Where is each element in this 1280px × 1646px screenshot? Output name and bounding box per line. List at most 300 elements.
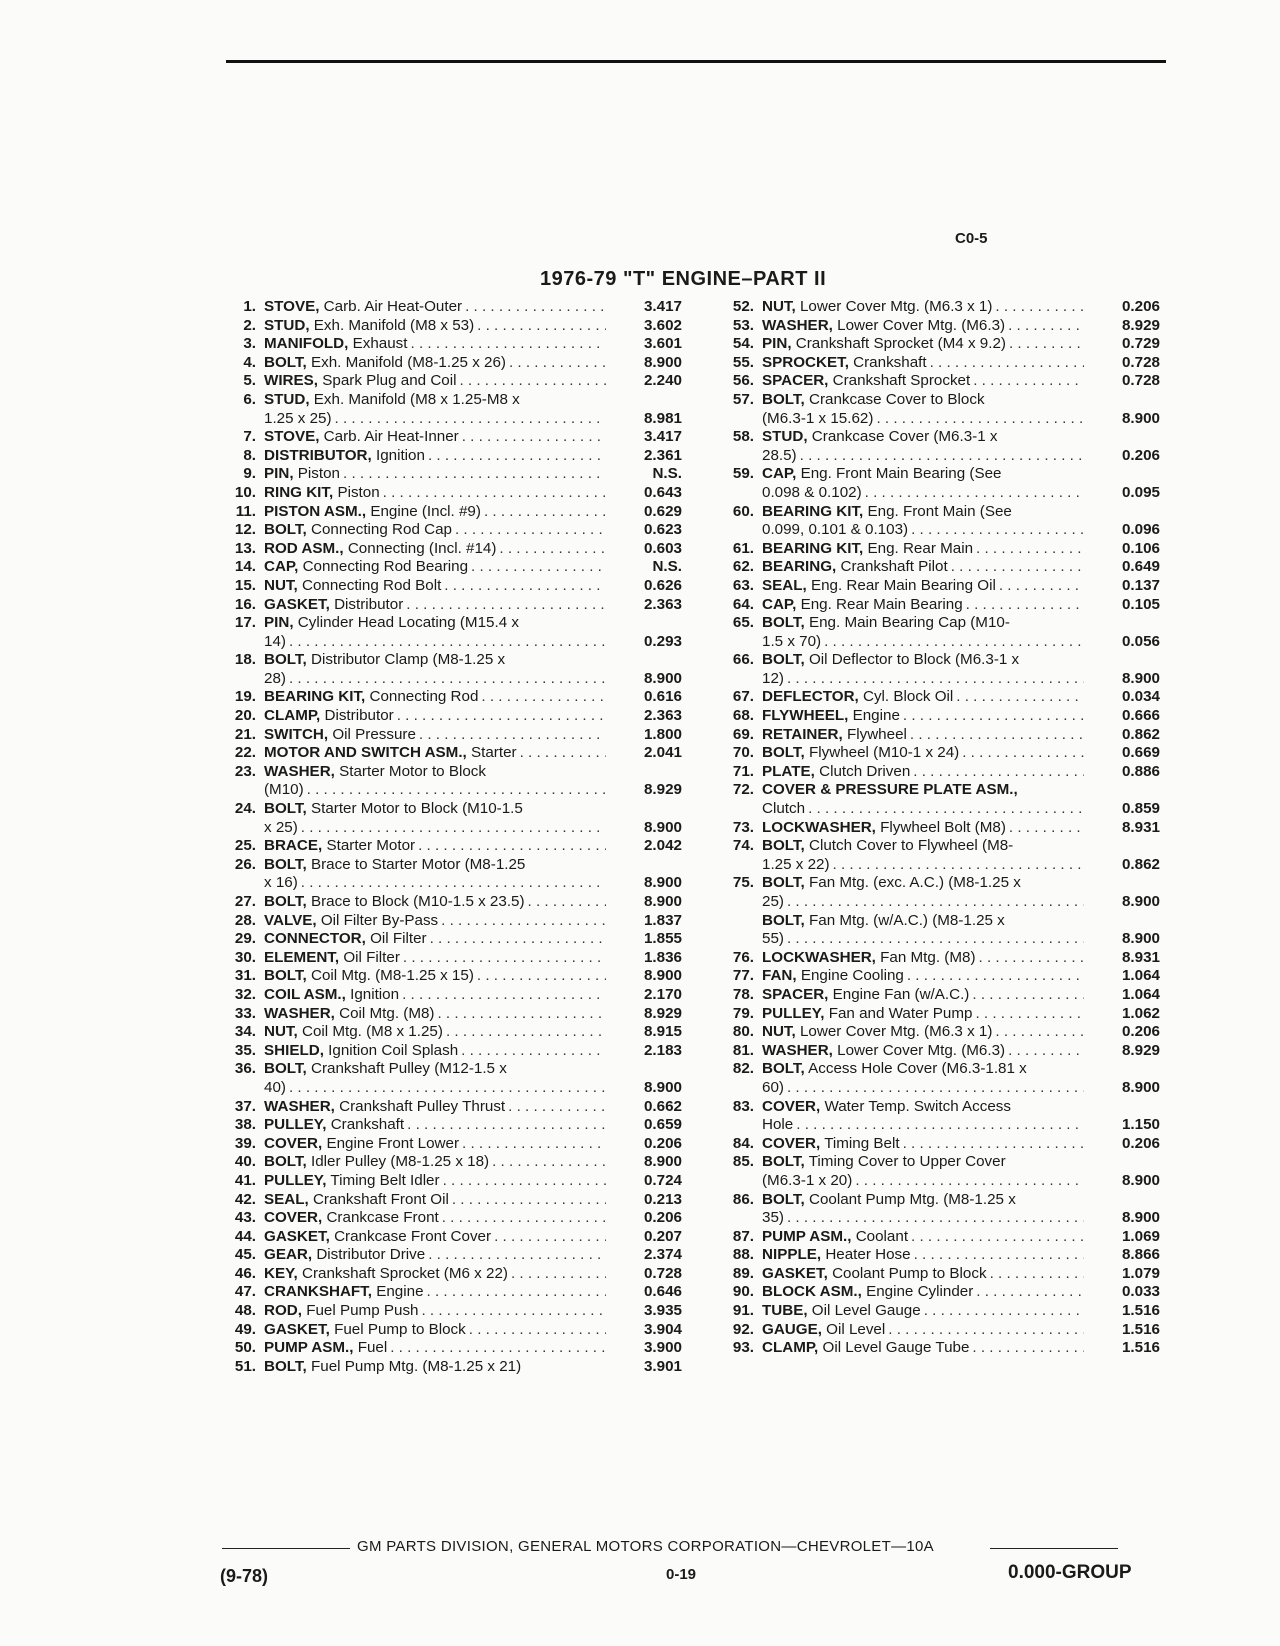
dot-leader [508, 1265, 606, 1284]
part-entry [720, 986, 1160, 1005]
part-description [264, 484, 606, 503]
part-description [762, 1191, 1084, 1228]
group-number: 8.900 [1121, 930, 1160, 948]
group-number: 8.900 [1121, 669, 1160, 687]
part-entry [720, 428, 1160, 465]
part-entry [222, 651, 682, 688]
part-detail: Crankshaft [853, 353, 927, 371]
part-description [762, 317, 1084, 336]
part-name: BOLT, [762, 614, 805, 632]
part-name: COVER & PRESSURE PLATE ASM., [762, 781, 1018, 799]
part-detail: Starter Motor [326, 837, 416, 855]
part-detail: Distributor [334, 595, 404, 613]
group-number: 0.666 [1121, 707, 1160, 725]
part-detail: Timing Belt [824, 1134, 900, 1152]
part-description [264, 800, 606, 837]
dot-leader [910, 763, 1084, 782]
part-number: 67. [732, 688, 754, 706]
dot-leader [784, 930, 1084, 949]
part-description [264, 1209, 606, 1228]
dot-leader [404, 1116, 606, 1135]
part-detail: Crankshaft Pilot [840, 558, 948, 576]
part-name: DISTRIBUTOR, [264, 446, 372, 464]
part-detail: 1.25 x 22) [762, 855, 830, 873]
footer-rule-left [222, 1548, 350, 1549]
part-name: BOLT, [264, 651, 307, 669]
part-number: 54. [732, 335, 754, 353]
part-detail: Eng. Rear Main [867, 539, 974, 557]
part-description [762, 874, 1084, 911]
part-number: 5. [243, 372, 256, 390]
part-description [264, 837, 606, 856]
part-detail: Crankcase Cover to Block [808, 390, 985, 408]
part-name: CAP, [264, 558, 299, 576]
group-number: 0.659 [643, 1116, 682, 1134]
part-description [762, 1042, 1084, 1061]
part-name: BOLT, [264, 800, 307, 818]
part-number: 83. [732, 1097, 754, 1115]
page-title: 1976-79 "T" ENGINE–PART II [540, 268, 827, 290]
dot-leader [1005, 912, 1084, 931]
part-name: BOLT, [762, 390, 805, 408]
part-description [264, 1116, 606, 1135]
part-detail: Clutch Driven [819, 762, 911, 780]
part-detail: 0.099, 0.101 & 0.103) [762, 521, 909, 539]
part-entry [720, 391, 1160, 428]
part-entry [222, 744, 682, 763]
group-number: 0.206 [1121, 298, 1160, 315]
part-entry [720, 1246, 1160, 1265]
part-name: FLYWHEEL, [762, 707, 849, 725]
part-number: 6. [243, 390, 256, 408]
part-entry [720, 707, 1160, 726]
part-number: 69. [732, 725, 754, 743]
part-detail: Crankshaft Sprocket (M4 x 9.2) [795, 335, 1006, 353]
dot-leader [784, 1209, 1084, 1228]
part-number: 44. [234, 1227, 256, 1245]
part-number: 47. [234, 1283, 256, 1301]
part-name: NUT, [264, 1023, 298, 1041]
part-description [762, 651, 1084, 688]
dot-leader [403, 596, 606, 615]
group-number: 0.626 [643, 576, 682, 594]
part-entry [222, 372, 682, 391]
footer-rule-right [990, 1548, 1118, 1549]
part-number: 18. [234, 651, 256, 669]
part-entry [720, 298, 1160, 317]
part-name: BOLT, [264, 521, 307, 539]
dot-leader [900, 1135, 1084, 1154]
part-number: 53. [732, 316, 754, 334]
dot-leader [441, 577, 606, 596]
part-description [264, 726, 606, 745]
part-name: SPACER, [762, 372, 829, 390]
dot-leader [519, 614, 606, 633]
dot-leader [969, 1339, 1084, 1358]
part-name: ROD, [264, 1302, 302, 1320]
part-description [762, 614, 1084, 651]
part-description [264, 447, 606, 466]
part-detail: Eng. Rear Main Bearing [800, 595, 963, 613]
part-description [264, 614, 606, 651]
part-detail: Starter Motor to Block [339, 762, 486, 780]
part-entry [720, 1321, 1160, 1340]
part-number: 30. [234, 948, 256, 966]
part-detail: Crankcase Front Cover [334, 1227, 492, 1245]
part-description [762, 763, 1084, 782]
part-number: 72. [732, 781, 754, 799]
part-name: CLAMP, [762, 1339, 819, 1357]
part-name: PULLEY, [264, 1171, 327, 1189]
part-description [264, 1135, 606, 1154]
part-detail: Exh. Manifold (M8 x 1.25-M8 x [313, 390, 520, 408]
part-name: CAP, [762, 595, 797, 613]
part-detail: Connecting (Incl. #14) [347, 539, 497, 557]
part-description [264, 298, 606, 317]
part-number: 25. [234, 837, 256, 855]
dot-leader [852, 1172, 1084, 1191]
part-entry [720, 837, 1160, 874]
part-detail: Oil Pressure [332, 725, 416, 743]
part-number: 79. [732, 1004, 754, 1022]
part-description [762, 1302, 1084, 1321]
group-number: 1.855 [643, 930, 682, 948]
part-number: 15. [234, 576, 256, 594]
part-name: CONNECTOR, [264, 930, 366, 948]
group-number: 0.105 [1121, 595, 1160, 613]
dot-leader [904, 967, 1084, 986]
group-number: 8.929 [1121, 1041, 1160, 1059]
part-number: 24. [234, 800, 256, 818]
dot-leader [1006, 335, 1084, 354]
group-number: 0.616 [643, 688, 682, 706]
part-entry [222, 763, 682, 800]
part-description [264, 1283, 606, 1302]
dot-leader [298, 874, 606, 893]
part-name: NUT, [762, 298, 796, 315]
group-number: 0.096 [1121, 521, 1160, 539]
part-entry [222, 354, 682, 373]
part-description [264, 1191, 606, 1210]
dot-leader [425, 447, 606, 466]
dot-leader [948, 558, 1084, 577]
part-number: 45. [234, 1246, 256, 1264]
part-number: 13. [234, 539, 256, 557]
group-number: 2.183 [643, 1041, 682, 1059]
group-number: 8.900 [643, 353, 682, 371]
part-detail: Clutch Cover to Flywheel (M8- [808, 837, 1014, 855]
part-name: DEFLECTOR, [762, 688, 859, 706]
part-name: STOVE, [264, 298, 320, 315]
group-number: 3.904 [643, 1320, 682, 1338]
dot-leader [439, 1209, 606, 1228]
part-detail: 28) [264, 669, 286, 687]
group-number: 8.900 [1121, 1078, 1160, 1096]
part-detail: Access Hole Cover (M6.3-1.81 x [808, 1060, 1027, 1078]
part-detail: Piston [297, 465, 340, 483]
group-number: 2.240 [643, 372, 682, 390]
dot-leader [1010, 614, 1084, 633]
part-description [762, 1228, 1084, 1247]
part-name: WASHER, [264, 1097, 335, 1115]
part-number: 29. [234, 930, 256, 948]
part-description [264, 577, 606, 596]
part-number: 19. [234, 688, 256, 706]
part-name: WASHER, [762, 1041, 833, 1059]
part-entry [720, 558, 1160, 577]
part-number: 92. [732, 1320, 754, 1338]
part-name: GAUGE, [762, 1320, 822, 1338]
group-number: 8.929 [643, 781, 682, 799]
group-number: 1.516 [1121, 1339, 1160, 1357]
part-detail: Oil Level [826, 1320, 886, 1338]
part-number: 55. [732, 353, 754, 371]
dot-leader [911, 1246, 1084, 1265]
part-number: 12. [234, 521, 256, 539]
part-name: BEARING, [762, 558, 837, 576]
group-number: N.S. [652, 465, 682, 483]
part-detail: Distributor Drive [316, 1246, 426, 1264]
part-description [264, 503, 606, 522]
part-description [264, 1265, 606, 1284]
part-detail: Connecting Rod Bolt [301, 576, 442, 594]
part-description [264, 465, 606, 484]
part-description [264, 1153, 606, 1172]
part-name: BEARING KIT, [762, 539, 864, 557]
part-detail: Oil Deflector to Block (M6.3-1 x [808, 651, 1020, 669]
group-number: 2.042 [643, 837, 682, 855]
part-description [762, 726, 1084, 745]
part-detail: Carb. Air Heat-Outer [323, 298, 463, 315]
group-number: 3.417 [643, 298, 682, 315]
part-description [762, 428, 1084, 465]
group-number: 0.137 [1121, 576, 1160, 594]
group-number: 8.900 [1121, 893, 1160, 910]
part-description [264, 949, 606, 968]
dot-leader [394, 707, 606, 726]
dot-leader [908, 521, 1084, 540]
part-detail: Piston [337, 483, 380, 501]
part-name: LOCKWASHER, [762, 948, 876, 966]
part-number: 93. [732, 1339, 754, 1357]
part-number: 58. [732, 428, 754, 446]
part-entry [720, 1005, 1160, 1024]
part-detail: Engine Front Lower [326, 1134, 460, 1152]
group-number: 3.935 [643, 1302, 682, 1320]
part-detail: Crankshaft Sprocket (M6 x 22) [302, 1264, 508, 1282]
part-number: 65. [732, 614, 754, 632]
part-entry [720, 372, 1160, 391]
part-description [762, 1005, 1084, 1024]
part-description [264, 1042, 606, 1061]
dot-leader [1005, 1042, 1084, 1061]
part-name: NIPPLE, [762, 1246, 822, 1264]
part-number: 51. [234, 1357, 256, 1375]
part-detail: Distributor [324, 707, 394, 725]
dot-leader [907, 726, 1084, 745]
dot-leader [525, 856, 606, 875]
part-entry [222, 298, 682, 317]
part-number: 22. [234, 744, 256, 762]
part-name: BOLT, [762, 744, 805, 762]
group-number: 8.900 [643, 1153, 682, 1171]
part-entry [720, 651, 1160, 688]
dot-leader [452, 521, 606, 540]
part-description [762, 558, 1084, 577]
part-entry [720, 912, 1160, 949]
part-entry [222, 707, 682, 726]
part-entry [720, 763, 1160, 782]
dot-leader [784, 893, 1084, 912]
dot-leader [997, 428, 1084, 447]
part-entry [720, 596, 1160, 615]
dot-leader [873, 410, 1084, 429]
part-description [762, 1135, 1084, 1154]
group-number: 1.069 [1121, 1227, 1160, 1245]
part-number: 77. [732, 967, 754, 985]
part-number: 1. [243, 298, 256, 315]
part-description [762, 596, 1084, 615]
part-detail: Engine Fan (w/A.C.) [832, 985, 970, 1003]
part-detail: Coolant Pump to Block [832, 1264, 987, 1282]
part-entry [720, 317, 1160, 336]
part-detail: Coil Mtg. (M8-1.25 x 15) [310, 967, 474, 985]
part-description [264, 354, 606, 373]
group-number: 0.729 [1121, 335, 1160, 353]
part-description [264, 1060, 606, 1097]
part-name: BOLT, [264, 1060, 307, 1078]
part-entry [720, 874, 1160, 911]
part-name: BOLT, [264, 967, 307, 985]
part-name: BRACE, [264, 837, 323, 855]
part-number: 28. [234, 911, 256, 929]
part-detail: x 25) [264, 818, 298, 836]
part-number: 62. [732, 558, 754, 576]
part-detail: Brace to Block (M10-1.5 x 23.5) [310, 893, 525, 910]
dot-leader [340, 465, 606, 484]
part-detail: Eng. Front Main (See [867, 502, 1012, 520]
part-detail: Eng. Main Bearing Cap (M10- [808, 614, 1010, 632]
part-number: 60. [732, 502, 754, 520]
part-entry [222, 614, 682, 651]
part-number: 31. [234, 967, 256, 985]
part-entry [222, 1209, 682, 1228]
group-number: 0.206 [643, 1209, 682, 1227]
part-detail: Engine Cooling [800, 967, 904, 985]
part-number: 9. [243, 465, 256, 483]
part-number: 87. [732, 1227, 754, 1245]
group-number: 0.649 [1121, 558, 1160, 576]
part-name: STUD, [762, 428, 808, 446]
part-detail: Fuel Pump Push [306, 1302, 419, 1320]
part-detail: Coil Mtg. (M8 x 1.25) [301, 1023, 443, 1041]
part-detail: Timing Belt Idler [330, 1171, 440, 1189]
part-description [762, 577, 1084, 596]
part-detail: (M10) [264, 781, 304, 799]
group-number: 0.623 [643, 521, 682, 539]
part-number: 7. [243, 428, 256, 446]
part-description [762, 1265, 1084, 1284]
part-detail: Exhaust [352, 335, 408, 353]
part-number: 73. [732, 818, 754, 836]
part-entry [720, 688, 1160, 707]
dot-leader [927, 354, 1084, 373]
parts-list-right [720, 298, 1160, 1358]
group-number: 0.629 [643, 502, 682, 520]
part-description [264, 1358, 606, 1377]
part-name: TUBE, [762, 1302, 808, 1320]
part-description [762, 465, 1084, 502]
part-number: 80. [732, 1023, 754, 1041]
part-number: 17. [234, 614, 256, 632]
part-number: 82. [732, 1060, 754, 1078]
part-name: NUT, [264, 576, 298, 594]
part-entry [222, 688, 682, 707]
group-number: 0.728 [1121, 372, 1160, 390]
group-number: 8.929 [643, 1004, 682, 1022]
part-description [264, 540, 606, 559]
group-number: 1.079 [1121, 1264, 1160, 1282]
dot-leader [491, 1228, 606, 1247]
dot-leader [969, 986, 1084, 1005]
part-description [762, 688, 1084, 707]
dot-leader [438, 912, 606, 931]
part-name: BOLT, [762, 1190, 805, 1208]
part-number: 39. [234, 1134, 256, 1152]
part-detail: Coolant Pump Mtg. (M8-1.25 x [808, 1190, 1016, 1208]
part-name: LOCKWASHER, [762, 818, 876, 836]
part-entry [720, 1060, 1160, 1097]
part-entry [222, 540, 682, 559]
dot-leader [976, 949, 1084, 968]
part-detail: x 16) [264, 874, 298, 892]
part-description [264, 688, 606, 707]
part-entry [720, 465, 1160, 502]
part-number: 66. [732, 651, 754, 669]
part-entry [222, 391, 682, 428]
part-detail: Engine (Incl. #9) [370, 502, 481, 520]
part-name: BOLT, [264, 893, 307, 910]
group-number: 0.669 [1121, 744, 1160, 762]
group-number: 2.363 [643, 707, 682, 725]
group-number: 3.602 [643, 316, 682, 334]
dot-leader [332, 410, 606, 429]
part-number: 90. [732, 1283, 754, 1301]
part-description [762, 354, 1084, 373]
part-detail: 0.098 & 0.102) [762, 483, 862, 501]
group-number: 1.516 [1121, 1302, 1160, 1320]
part-description [264, 596, 606, 615]
part-entry [720, 726, 1160, 745]
part-name: SEAL, [762, 576, 807, 594]
part-detail: Crankshaft Front Oil [312, 1190, 449, 1208]
part-number: 56. [732, 372, 754, 390]
part-name: KEY, [264, 1264, 298, 1282]
dot-leader [427, 930, 606, 949]
dot-leader [415, 837, 606, 856]
part-description [762, 1339, 1084, 1358]
part-name: CAP, [762, 465, 797, 483]
part-detail: Lower Cover Mtg. (M6.3 x 1) [799, 298, 993, 315]
part-name: PIN, [264, 614, 294, 632]
group-number: 0.728 [643, 1264, 682, 1282]
part-name: CRANKSHAFT, [264, 1283, 372, 1301]
group-number: 8.900 [1121, 1171, 1160, 1189]
dot-leader [466, 1321, 606, 1340]
part-number: 37. [234, 1097, 256, 1115]
part-name: BOLT, [264, 1153, 307, 1171]
part-detail: Hole [762, 1116, 794, 1134]
